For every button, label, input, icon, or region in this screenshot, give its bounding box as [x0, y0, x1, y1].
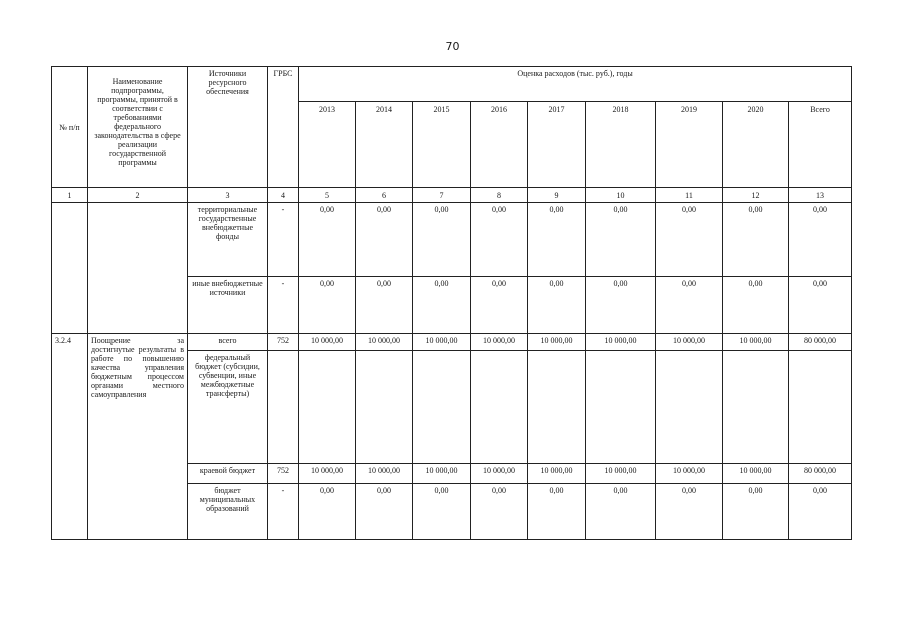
- grbs-cell: [268, 350, 299, 463]
- header-name: Наименование подпрограммы, программы, принятой в соответствии с требованиями федерального законодательства в сфере реализации государственной программы: [88, 67, 188, 188]
- value-cell: 10 000,00: [299, 334, 356, 350]
- value-cell: 0,00: [299, 276, 356, 334]
- column-number: 1: [52, 188, 88, 202]
- source-cell: территориальные государственные внебюджетные фонды: [188, 202, 268, 276]
- header-year: 2017: [528, 101, 586, 187]
- column-number: 5: [299, 188, 356, 202]
- header-year: 2013: [299, 101, 356, 187]
- value-cell: [723, 350, 789, 463]
- value-cell: 0,00: [471, 276, 528, 334]
- grbs-cell: 752: [268, 334, 299, 350]
- row-name-cell: [88, 202, 188, 334]
- value-cell: 0,00: [723, 276, 789, 334]
- row-num-cell: 3.2.4: [52, 334, 88, 540]
- value-cell: 0,00: [528, 276, 586, 334]
- value-cell: [413, 350, 471, 463]
- header-grbs: ГРБС: [268, 67, 299, 188]
- value-cell: 10 000,00: [413, 334, 471, 350]
- table-row: [52, 202, 852, 276]
- header-year: 2015: [413, 101, 471, 187]
- row-num-cell: [52, 202, 88, 334]
- value-cell: 0,00: [789, 484, 852, 540]
- header-year: 2019: [656, 101, 723, 187]
- value-cell: 0,00: [789, 276, 852, 334]
- column-number: 7: [413, 188, 471, 202]
- value-cell: 0,00: [413, 202, 471, 276]
- value-cell: 10 000,00: [723, 463, 789, 484]
- value-cell: 0,00: [789, 202, 852, 276]
- value-cell: 10 000,00: [528, 463, 586, 484]
- value-cell: 10 000,00: [413, 463, 471, 484]
- value-cell: 0,00: [528, 484, 586, 540]
- value-cell: 0,00: [413, 276, 471, 334]
- source-cell: федеральный бюджет (субсидии, субвенции, иные межбюджетные трансферты): [188, 350, 268, 463]
- value-cell: 0,00: [356, 484, 413, 540]
- value-cell: 0,00: [656, 276, 723, 334]
- header-year: Всего: [789, 101, 852, 187]
- value-cell: [528, 350, 586, 463]
- header-year: 2016: [471, 101, 528, 187]
- value-cell: 0,00: [656, 202, 723, 276]
- value-cell: [299, 350, 356, 463]
- value-cell: [471, 350, 528, 463]
- value-cell: 10 000,00: [471, 334, 528, 350]
- page-number: 70: [445, 40, 460, 53]
- value-cell: 0,00: [299, 484, 356, 540]
- grbs-cell: 752: [268, 463, 299, 484]
- column-number: 12: [723, 188, 789, 202]
- value-cell: 0,00: [586, 276, 656, 334]
- source-cell: всего: [188, 334, 268, 350]
- source-cell: бюджет муниципальных образований: [188, 484, 268, 540]
- column-number: 3: [188, 188, 268, 202]
- header-row-1: [52, 67, 852, 102]
- value-cell: 0,00: [299, 202, 356, 276]
- header-year: 2018: [586, 101, 656, 187]
- column-numbers-row: [52, 188, 852, 202]
- value-cell: 0,00: [723, 202, 789, 276]
- value-cell: 10 000,00: [656, 463, 723, 484]
- column-number: 10: [586, 188, 656, 202]
- value-cell: 0,00: [356, 202, 413, 276]
- value-cell: [789, 350, 852, 463]
- column-number: 2: [88, 188, 188, 202]
- header-year: 2014: [356, 101, 413, 187]
- grbs-cell: -: [268, 276, 299, 334]
- value-cell: 0,00: [413, 484, 471, 540]
- value-cell: [656, 350, 723, 463]
- header-source: Источники ресурсного обеспечения: [188, 67, 268, 188]
- value-cell: 10 000,00: [299, 463, 356, 484]
- column-number: 8: [471, 188, 528, 202]
- value-cell: 0,00: [656, 484, 723, 540]
- value-cell: 10 000,00: [356, 334, 413, 350]
- source-cell: краевой бюджет: [188, 463, 268, 484]
- header-year: 2020: [723, 101, 789, 187]
- row-name-cell: Поощрение за достигнутые результаты в работе по повышению качества управления бюджетным процессом органами местного самоуправления: [88, 334, 188, 540]
- value-cell: 0,00: [471, 484, 528, 540]
- header-num: № п/п: [52, 67, 88, 188]
- value-cell: 10 000,00: [528, 334, 586, 350]
- value-cell: [586, 350, 656, 463]
- value-cell: 0,00: [471, 202, 528, 276]
- column-number: 11: [656, 188, 723, 202]
- column-number: 13: [789, 188, 852, 202]
- column-number: 9: [528, 188, 586, 202]
- value-cell: 0,00: [586, 484, 656, 540]
- value-cell: 10 000,00: [471, 463, 528, 484]
- grbs-cell: -: [268, 484, 299, 540]
- value-cell: 0,00: [356, 276, 413, 334]
- source-cell: иные внебюджетные источники: [188, 276, 268, 334]
- grbs-cell: -: [268, 202, 299, 276]
- value-cell: 0,00: [528, 202, 586, 276]
- column-number: 4: [268, 188, 299, 202]
- value-cell: 10 000,00: [356, 463, 413, 484]
- value-cell: [356, 350, 413, 463]
- value-cell: 0,00: [723, 484, 789, 540]
- column-number: 6: [356, 188, 413, 202]
- value-cell: 10 000,00: [656, 334, 723, 350]
- value-cell: 10 000,00: [586, 463, 656, 484]
- value-cell: 0,00: [586, 202, 656, 276]
- value-cell: 10 000,00: [723, 334, 789, 350]
- value-cell: 80 000,00: [789, 334, 852, 350]
- budget-table: [51, 66, 852, 540]
- header-estimate: Оценка расходов (тыс. руб.), годы: [299, 67, 852, 102]
- value-cell: 10 000,00: [586, 334, 656, 350]
- value-cell: 80 000,00: [789, 463, 852, 484]
- table-row: [52, 334, 852, 350]
